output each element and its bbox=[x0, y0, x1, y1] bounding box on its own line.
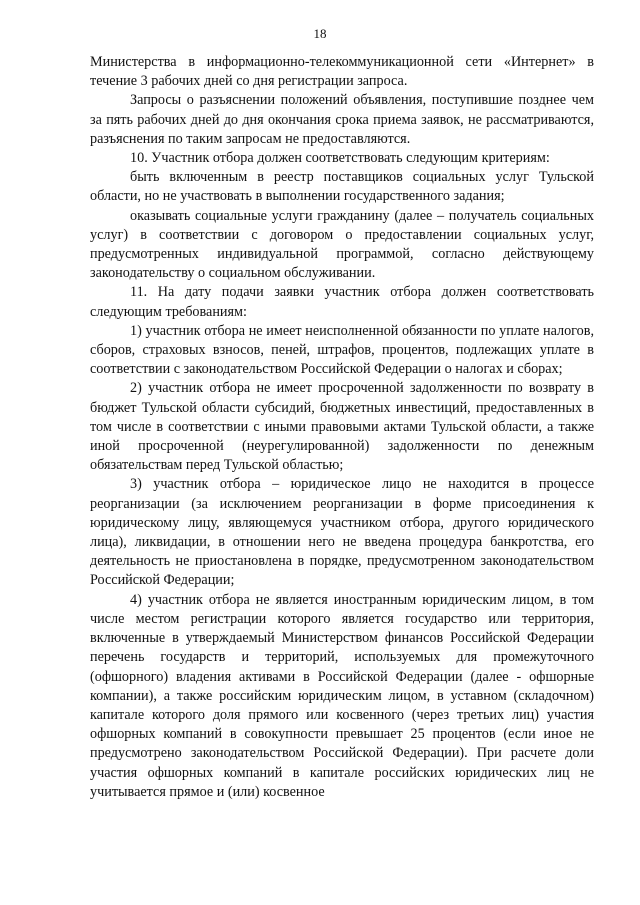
paragraph-item-10: 10. Участник отбора должен соответствовать следующим критериям: bbox=[130, 150, 550, 167]
paragraph-criterion-registry: быть включенным в реестр поставщиков социальных услуг Тульской области, но не участвовать в выполнении государственного задания; bbox=[90, 169, 594, 205]
paragraph-criterion-services: оказывать социальные услуги гражданину (далее – получатель социальных услуг) в соответствии с договором о предоставлении социальных услуг, предусмотренных индивидуальной программой, согласно действующему законодательству о социальном обслуживании. bbox=[90, 207, 594, 282]
paragraph-requirement-3: 3) участник отбора – юридическое лицо не находится в процессе реорганизации (за исключением реорганизации в форме присоединения к юридическому лицу, являющемуся участником отбора, другого юридического лица), ликвидации, в отношении него не введена процедура банкротства, его деятельность не приостановлена в порядке, предусмотренном законодательством Российской Федерации; bbox=[90, 476, 594, 589]
body-text bbox=[90, 53, 594, 802]
paragraph-continuation: Министерства в информационно-телекоммуникационной сети «Интернет» в течение 3 рабочих дней со дня регистрации запроса. bbox=[90, 54, 594, 90]
paragraph-requirement-4: 4) участник отбора не является иностранным юридическим лицом, в том числе местом регистрации которого является государство или территория, включенные в утверждаемый Министерством финансов Российской Федерации перечень государств и территорий, используемых для промежуточного (офшорного) владения активами в Российской Федерации (далее - офшорные компании), а также российским юридическим лицом, в уставном (складочном) капитале которого доля прямого или косвенного (через третьих лиц) участия офшорных компаний в совокупности превышает 25 процентов (если иное не предусмотрено законодательством Российской Федерации). При расчете доли участия офшорных компаний в капитале российских юридических лиц не учитывается прямое и (или) косвенное bbox=[90, 591, 594, 800]
paragraph-requirement-1: 1) участник отбора не имеет неисполненной обязанности по уплате налогов, сборов, страховых взносов, пеней, штрафов, процентов, подлежащих уплате в соответствии с законодательством Российской Федерации о налогах и сборах; bbox=[90, 322, 594, 378]
paragraph-clarification-requests: Запросы о разъяснении положений объявления, поступившие позднее чем за пять рабочих дней до дня окончания срока приема заявок, не рассматриваются, разъяснения по таким запросам не предоставляются. bbox=[90, 92, 594, 147]
page-number: 18 bbox=[313, 26, 327, 41]
paragraph-item-11: 11. На дату подачи заявки участник отбора должен соответствовать следующим требованиям: bbox=[90, 284, 594, 320]
paragraph-requirement-2: 2) участник отбора не имеет просроченной задолженности по возврату в бюджет Тульской области субсидий, бюджетных инвестиций, предоставленных в том числе в соответствии с иными правовыми актами Тульской области, а также иной просроченной (неурегулированной) задолженности по денежным обязательствам перед Тульской областью; bbox=[90, 380, 594, 474]
